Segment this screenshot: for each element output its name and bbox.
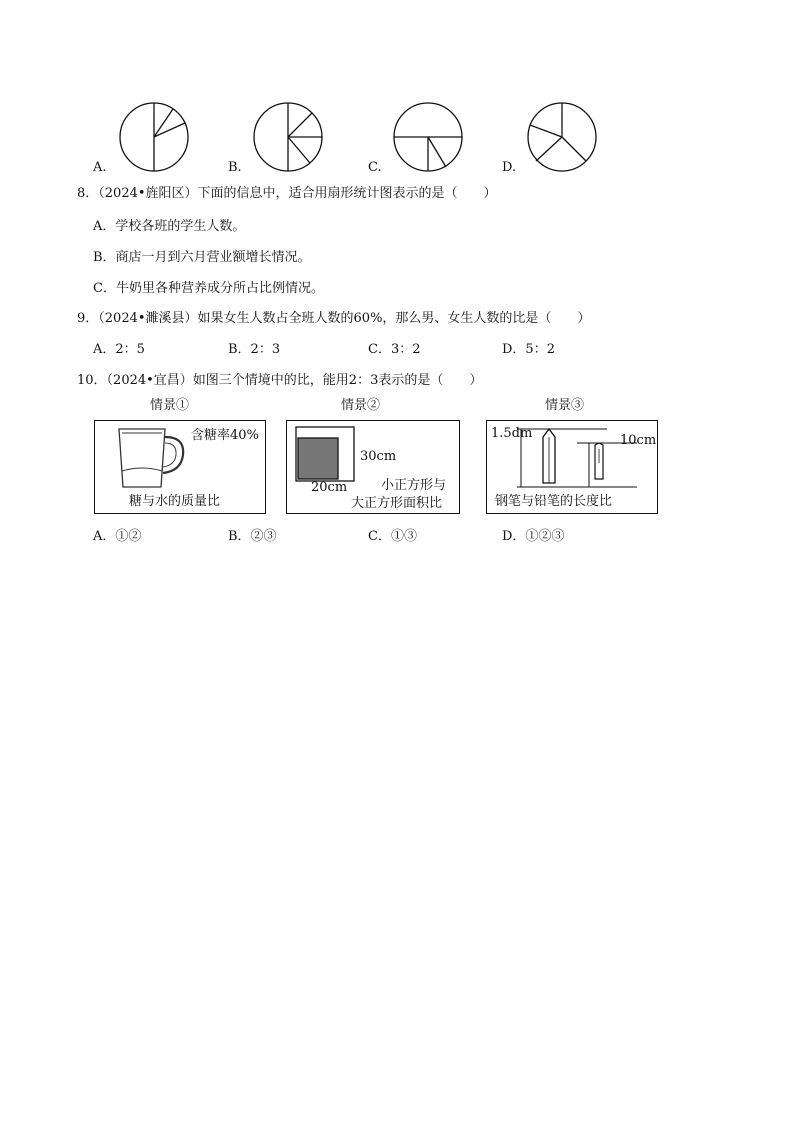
q8-option-c[interactable]: C．牛奶里各种营养成分所占比例情况。	[93, 281, 324, 296]
q10-option-a[interactable]: A．①②	[93, 529, 142, 544]
scene2-caption-1: 小正方形与	[381, 478, 447, 493]
scene2-caption-2: 大正方形面积比	[351, 496, 443, 511]
q7-pie-a	[118, 101, 190, 173]
q10-option-b[interactable]: B．②③	[228, 529, 277, 544]
scene2-title: 情景②	[341, 398, 381, 413]
scene1-title: 情景①	[150, 398, 190, 413]
cup-icon	[113, 425, 193, 491]
q7-option-b-label[interactable]: B.	[228, 160, 242, 175]
q7-pie-d	[526, 101, 598, 173]
scene3-caption: 钢笔与铅笔的长度比	[495, 494, 613, 509]
q10-option-c[interactable]: C．①③	[368, 529, 417, 544]
q9-option-b[interactable]: B．2：3	[228, 342, 281, 357]
q9-option-d[interactable]: D．5：2	[502, 342, 555, 357]
scene2-dim-20cm: 20cm	[311, 480, 348, 495]
scene3-title: 情景③	[545, 398, 585, 413]
q7-pie-c	[392, 101, 464, 173]
scene3-dim-1-5dm: 1.5dm	[491, 426, 533, 441]
q8-stem: 8．（2024•旌阳区）下面的信息中，适合用扇形统计图表示的是（ ）	[77, 186, 497, 201]
q10-option-d[interactable]: D．①②③	[502, 529, 565, 544]
scene2-box	[286, 420, 460, 514]
q7-option-d-label[interactable]: D.	[502, 160, 517, 175]
squares-figure	[295, 426, 357, 482]
q7-pie-b	[252, 101, 324, 173]
scene3-box	[486, 420, 658, 514]
scene1-box	[94, 420, 266, 514]
q7-option-a-label[interactable]: A.	[93, 160, 107, 175]
q9-stem: 9．（2024•濉溪县）如果女生人数占全班人数的60%，那么男、女生人数的比是（ ）	[77, 311, 591, 326]
scene2-dim-30cm: 30cm	[360, 449, 397, 464]
q10-stem: 10．（2024•宜昌）如图三个情境中的比，能用2：3表示的是（ ）	[77, 373, 483, 388]
q8-option-b[interactable]: B．商店一月到六月营业额增长情况。	[93, 250, 311, 265]
q7-option-c-label[interactable]: C.	[368, 160, 382, 175]
scene1-sugar-rate: 含糖率40%	[191, 428, 259, 443]
q9-option-c[interactable]: C．3：2	[368, 342, 421, 357]
q8-option-a[interactable]: A．学校各班的学生人数。	[93, 219, 246, 234]
scene3-dim-10cm: 10cm	[620, 433, 657, 448]
q9-option-a[interactable]: A．2：5	[93, 342, 145, 357]
scene1-caption: 糖与水的质量比	[129, 494, 221, 509]
